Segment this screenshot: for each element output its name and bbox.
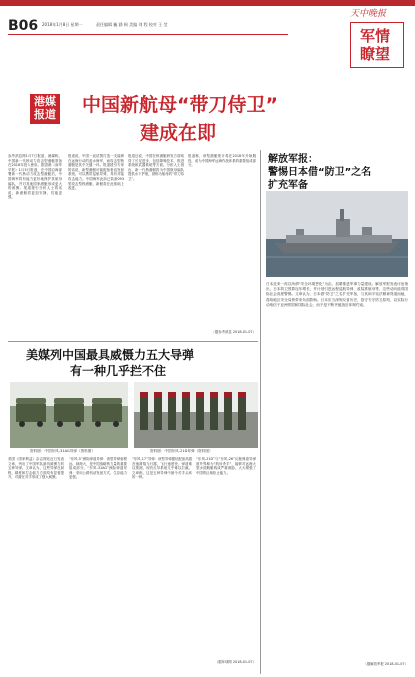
main-article-source: （据参考消息 2018-01-07） bbox=[211, 330, 256, 334]
date-line: 2018年1月8日 星期一 bbox=[42, 22, 83, 27]
section-title: 军情瞭望 bbox=[359, 27, 390, 63]
warship-photo bbox=[266, 191, 408, 277]
warship-illustration bbox=[266, 191, 408, 277]
lower-article-col3: “东风-17”导弹：该型导弹据信配备高超音速滑翔飞行器，飞行速度快、弹道难以预测，现有反导系统几乎难以拦截。文章称，这是五种导弹中最令对手头疼的一种。 bbox=[132, 457, 192, 480]
lower-headline-line2: 有一种几乎拦不住 bbox=[70, 364, 167, 378]
main-article-col2: 报道说，中国一直试图打造一支能够在远海行动的蓝水海军，而攻击型核潜艇是其中关键一环。报道援引专家的话说，新型潜艇可能配备垂直发射系统，可以携带巡航导弹，具有对陆攻击能力。中国海军此前已装备093型攻击型核潜艇，新艇将在此基础上改进。 bbox=[68, 154, 124, 191]
column-divider bbox=[260, 150, 261, 674]
caption-right: 资料图：中国东风-21D导弹（资料图） bbox=[150, 449, 213, 453]
missile-launcher-illustration-left bbox=[10, 382, 128, 448]
side-article-source: （据解放军报 2018-01-07） bbox=[363, 662, 408, 666]
editor-line: 责任编辑 巍 涵 枫 美编 刘 程 校对 王 莹 bbox=[96, 22, 168, 27]
missile-photo-left bbox=[10, 382, 128, 448]
lower-article-col1: 美国《国家利益》杂志网站近日发表文章，列出了中国军队最具威慑力的五种导弹。文章认为，这些导弹在射程、精度和打击能力方面均有显著提升，对潜在对手形成了强大威慑。 bbox=[8, 457, 64, 480]
side-headline-line3: 扩充军备 bbox=[268, 180, 308, 191]
side-headline-line1: 解放军报： bbox=[268, 154, 318, 165]
missile-photo-right bbox=[134, 382, 258, 448]
header-strip bbox=[0, 6, 415, 76]
main-headline-line1: 中国新航母“带刀侍卫” bbox=[82, 94, 278, 116]
caption-left: 资料图：中国东风-31AG导弹（资料图） bbox=[30, 449, 95, 453]
brand-calligraphy: 天中晚报 bbox=[350, 9, 387, 19]
section-rule bbox=[8, 341, 258, 342]
missile-launcher-illustration-right bbox=[134, 382, 258, 448]
side-headline-line2: 警惕日本借“防卫”之名 bbox=[268, 167, 372, 178]
lower-article-col2: “东风-5”洲际弹道导弹：该型导弹射程远、载荷大，是中国战略核力量的重要组成部分。“东风-31AG”洲际弹道导弹：采用公路机动发射方式，生存能力更强。 bbox=[69, 457, 127, 480]
kicker-label: 港媒报道 bbox=[34, 95, 56, 121]
lower-article-col4: “东风-21D”与“东风-26”反舰弹道导弹被外界称为“航母杀手”，能够对远海大型水面舰艇构成严重威胁，大大增强了中国的区域拒止能力。 bbox=[196, 457, 256, 475]
page-number: B06 bbox=[8, 18, 39, 34]
kicker-box bbox=[30, 94, 60, 124]
lower-article-source: （据环球网 2018-01-07） bbox=[214, 660, 256, 664]
main-headline-line2: 建成在即 bbox=[140, 122, 217, 144]
main-article-col4: 报道称，该型潜艇预计将在2018年开始服役，成为中国海军远海作战体系的重要组成部分。 bbox=[188, 154, 256, 168]
header-rule bbox=[8, 34, 288, 35]
side-article-text: 日本近来一再以所谓“安全环境恶化”为由，加紧推进军事力量建设。解放军报发表评论指出，日本防卫预算连年增长，并计划引进远程巡航导弹、改装准航母等，这些动向值得国际社会高度警惕。文章认为，日本借“防卫”之名扩充军备，与其和平宪法精神背道而驰，将给地区安全局势带来负面影响。日本应当深刻反省历史，恪守专守防卫原则，以实际行动取信于亚洲邻国和国际社会，而不是不断突破战后体制约束。 bbox=[266, 282, 408, 307]
section-title-box bbox=[350, 22, 404, 68]
main-article-col1: 参考消息网1月7日报道，港媒称，中国新一代核动力攻击型潜艇准备在2018年投入使用。据香港《南华早报》1月5日报道，在中国沿海部署新一代核动力攻击型潜艇后，中国海军将有能力更好地保护其航母编队，并对其他国家潜艇形成更大的威慑。报道援引分析人士的话说，新潜艇将更加安静，性能更强。 bbox=[8, 154, 62, 200]
main-article-col3: 报道还说，中国在核潜艇研发方面取得了长足进步，包括降噪技术、推进系统和武器系统等方面。分析人士指出，新一代核潜艇将为中国航母编队提供水下护航，被称为航母的“带刀侍卫”。 bbox=[128, 154, 184, 181]
lower-headline-line1: 美媒列中国最具威慑力五大导弹 bbox=[26, 348, 195, 362]
